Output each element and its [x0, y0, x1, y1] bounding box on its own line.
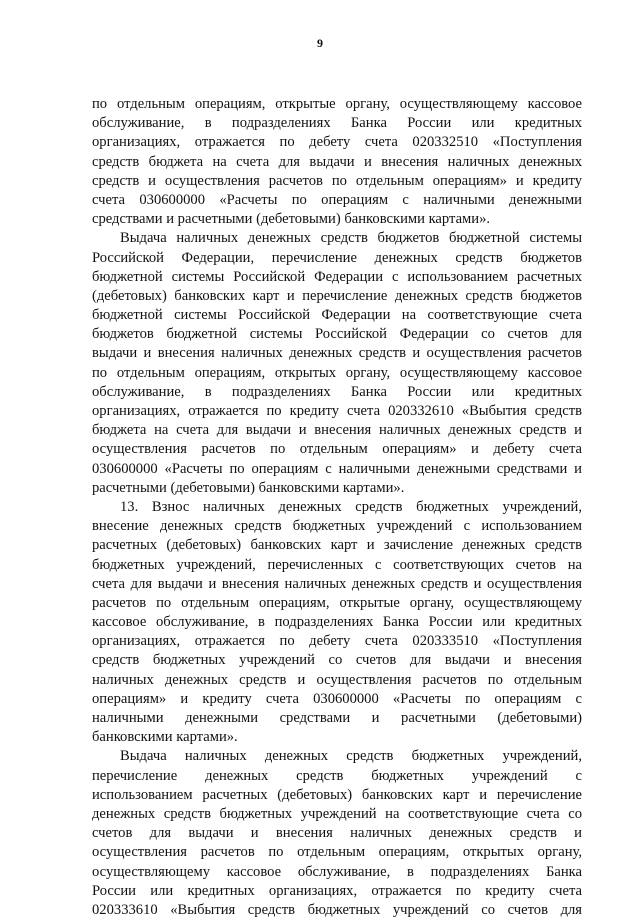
text-line: внесение денежных средств бюджетных учреждений с использованием	[92, 518, 582, 535]
text-line: организациях, отражается по дебету счета 020332510 «Поступления	[92, 134, 582, 151]
page-number: 9	[317, 36, 323, 50]
text-line: осуществления расчетов по отдельным операциям» и дебету счета	[92, 441, 582, 458]
text-line: осуществления расчетов по отдельным операциям, открытых органу,	[92, 844, 582, 861]
text-line: Выдача наличных денежных средств бюджетных учреждений,	[120, 748, 582, 765]
text-line: 030600000 «Расчеты по операциям с наличными денежными средствами и	[92, 460, 582, 477]
body-text	[92, 95, 582, 920]
text-line: расчетных (дебетовых) банковских карт и зачисление денежных средств	[92, 537, 582, 554]
text-line: Выдача наличных денежных средств бюджетов бюджетной системы	[120, 230, 582, 247]
text-line: организациях, отражается по кредиту счета 020332610 «Выбытия средств	[92, 403, 582, 419]
text-line: операциям» и кредиту счета 030600000 «Расчеты по операциям с	[92, 690, 582, 707]
text-line: бюджетных учреждений, перечисленных с соответствующих счетов на	[92, 556, 582, 573]
text-line: осуществляющему кассовое обслуживание, в подразделениях Банка	[92, 863, 582, 880]
text-line: банковскими картами».	[92, 729, 238, 746]
text-line: использованием расчетных (дебетовых) банковских карт и перечисление	[92, 786, 582, 803]
text-line: средств бюджетных учреждений со счетов для выдачи и внесения	[92, 652, 582, 669]
text-line: счетов для выдачи и внесения наличных денежных средств и	[92, 825, 582, 842]
text-line: счета 030600000 «Расчеты по операциям с наличными денежными	[92, 191, 582, 208]
text-line: счета для выдачи и внесения наличных денежных средств и осуществления	[92, 575, 582, 592]
text-line: средств бюджета на счета для выдачи и внесения наличных денежных	[92, 153, 582, 170]
text-line: 13. Взнос наличных денежных средств бюджетных учреждений,	[120, 498, 582, 515]
text-line: расчетов по отдельным операциям, открытые органу, осуществляющему	[92, 594, 582, 611]
text-line: наличных денежных средств и осуществления расчетов по отдельным	[92, 671, 582, 688]
text-line: бюджетной системы Российской Федерации с использованием расчетных	[92, 268, 582, 285]
text-line: по отдельным операциям, открытые органу, осуществляющему кассовое	[92, 96, 582, 112]
text-line: бюджетной системы Российской Федерации на соответствующие счета	[92, 307, 582, 324]
text-line: расчетными (дебетовыми) банковскими картами».	[92, 479, 405, 496]
text-line: организациях, отражается по дебету счета 020333510 «Поступления	[92, 633, 582, 650]
text-line: бюджета на счета для выдачи и внесения наличных денежных средств и	[92, 422, 582, 439]
text-line: перечисление денежных средств бюджетных учреждений с	[92, 767, 582, 784]
text-line: бюджетов бюджетной системы Российской Федерации со счетов для	[92, 326, 582, 343]
text-line: выдачи и внесения наличных денежных средств и осуществления расчетов	[92, 345, 582, 362]
text-line: обслуживание, в подразделениях Банка России или кредитных	[92, 383, 582, 400]
text-line: наличными денежными средствами и расчетными (дебетовыми)	[92, 710, 582, 726]
text-line: обслуживание, в подразделениях Банка России или кредитных	[92, 115, 582, 132]
text-line: средств и осуществления расчетов по отдельным операциям» и кредиту	[92, 172, 582, 189]
text-line: по отдельным операциям, открытых органу, осуществляющему кассовое	[92, 364, 582, 381]
text-line: России или кредитных организациях, отражается по кредиту счета	[92, 882, 582, 899]
text-line: Российской Федерации, перечисление денежных средств бюджетов	[92, 249, 582, 266]
text-line: 020333610 «Выбытия средств бюджетных учреждений со счетов для	[92, 901, 582, 918]
text-line: средствами и расчетными (дебетовыми) банковскими картами».	[92, 211, 491, 228]
text-line: денежных средств бюджетных учреждений на соответствующие счета со	[92, 805, 582, 822]
text-line: (дебетовых) банковских карт и перечисление денежных средств бюджетов	[92, 287, 582, 304]
text-line: кассовое обслуживание, в подразделениях Банка России или кредитных	[92, 614, 582, 631]
